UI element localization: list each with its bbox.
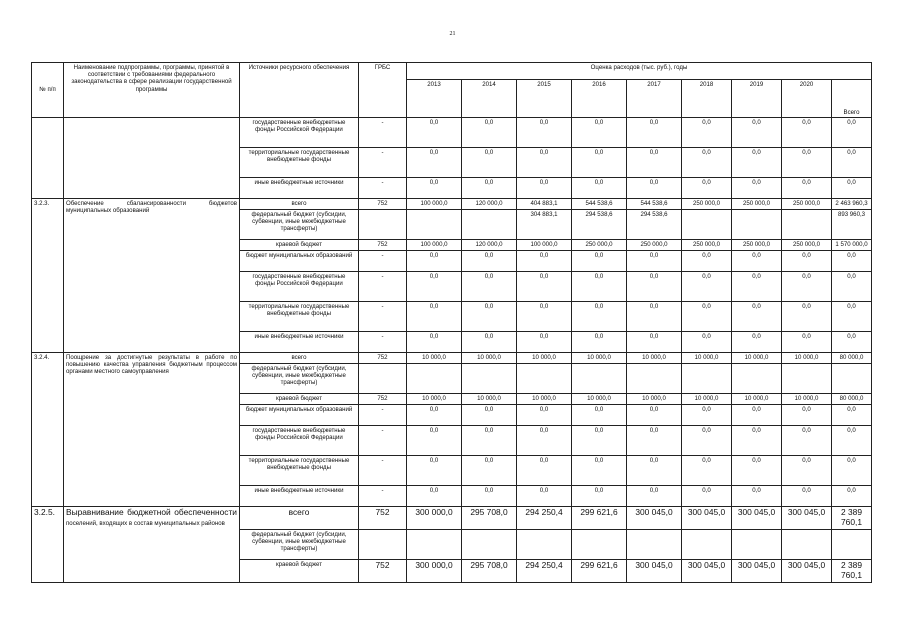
- source-cell: территориальные государственные внебюджетные фонды: [240, 456, 359, 486]
- value-cell: 10 000,0: [627, 353, 682, 364]
- value-cell: 2 389 760,1: [832, 559, 872, 582]
- value-cell: 544 538,6: [627, 199, 682, 210]
- value-cell: 300 045,0: [627, 559, 682, 582]
- value-cell: 300 045,0: [732, 559, 782, 582]
- header-year: 2017: [627, 80, 682, 118]
- value-cell: 0,0: [627, 486, 682, 507]
- value-cell: 0,0: [682, 118, 732, 148]
- value-cell: [462, 210, 517, 240]
- value-cell: 0,0: [627, 302, 682, 332]
- table-row: [32, 507, 872, 530]
- value-cell: 0,0: [627, 332, 682, 353]
- value-cell: 0,0: [682, 456, 732, 486]
- grbs-cell: [359, 364, 407, 394]
- value-cell: 10 000,0: [732, 394, 782, 405]
- value-cell: 0,0: [517, 456, 572, 486]
- value-cell: 0,0: [627, 118, 682, 148]
- grbs-cell: [359, 529, 407, 559]
- value-cell: 0,0: [462, 178, 517, 199]
- source-cell: территориальные государственные внебюджетные фонды: [240, 148, 359, 178]
- value-cell: [572, 529, 627, 559]
- value-cell: 10 000,0: [517, 394, 572, 405]
- value-cell: 250 000,0: [682, 240, 732, 251]
- source-cell: федеральный бюджет (субсидии, субвенции, иные межбюджетные трансферты): [240, 529, 359, 559]
- value-cell: 544 538,6: [572, 199, 627, 210]
- value-cell: 0,0: [782, 332, 832, 353]
- section-name-rest: поселений, входящих в состав муниципальных районов: [66, 519, 225, 527]
- value-cell: 10 000,0: [682, 394, 732, 405]
- value-cell: 294 250,4: [517, 507, 572, 530]
- value-cell: 0,0: [572, 118, 627, 148]
- continuation-num-cell: [32, 118, 64, 199]
- value-cell: 0,0: [572, 302, 627, 332]
- value-cell: [682, 529, 732, 559]
- value-cell: 250 000,0: [782, 240, 832, 251]
- value-cell: 0,0: [407, 486, 462, 507]
- value-cell: 0,0: [407, 118, 462, 148]
- source-cell: бюджет муниципальных образований: [240, 251, 359, 272]
- value-cell: 0,0: [572, 456, 627, 486]
- value-cell: 100 000,0: [517, 240, 572, 251]
- grbs-cell: -: [359, 302, 407, 332]
- value-cell: 295 708,0: [462, 559, 517, 582]
- grbs-cell: -: [359, 486, 407, 507]
- section-name: [64, 507, 240, 583]
- section-name-big: Выравнивание бюджетной обеспеченности: [66, 507, 237, 517]
- value-cell: [517, 364, 572, 394]
- value-cell: 1 570 000,0: [832, 240, 872, 251]
- value-cell: 0,0: [517, 486, 572, 507]
- value-cell: 80 000,0: [832, 353, 872, 364]
- grbs-cell: 752: [359, 507, 407, 530]
- value-cell: 300 045,0: [627, 507, 682, 530]
- value-cell: 0,0: [832, 456, 872, 486]
- grbs-cell: 752: [359, 353, 407, 364]
- grbs-cell: 752: [359, 240, 407, 251]
- value-cell: 300 045,0: [682, 507, 732, 530]
- grbs-cell: -: [359, 405, 407, 426]
- value-cell: 0,0: [682, 426, 732, 456]
- value-cell: 0,0: [462, 456, 517, 486]
- budget-table: [31, 62, 872, 583]
- value-cell: [627, 529, 682, 559]
- header-num: № п/п: [32, 63, 64, 118]
- value-cell: 10 000,0: [407, 394, 462, 405]
- value-cell: 10 000,0: [462, 394, 517, 405]
- value-cell: 299 621,6: [572, 507, 627, 530]
- value-cell: [517, 529, 572, 559]
- value-cell: 0,0: [627, 148, 682, 178]
- value-cell: 0,0: [682, 405, 732, 426]
- source-cell: краевой бюджет: [240, 559, 359, 582]
- source-cell: территориальные государственные внебюджетные фонды: [240, 302, 359, 332]
- value-cell: 0,0: [462, 118, 517, 148]
- value-cell: 250 000,0: [732, 240, 782, 251]
- value-cell: 0,0: [572, 251, 627, 272]
- value-cell: [732, 364, 782, 394]
- value-cell: 0,0: [462, 272, 517, 302]
- grbs-cell: -: [359, 118, 407, 148]
- header-year: 2019: [732, 80, 782, 118]
- value-cell: 0,0: [462, 405, 517, 426]
- value-cell: [407, 364, 462, 394]
- value-cell: 0,0: [782, 118, 832, 148]
- value-cell: 404 883,1: [517, 199, 572, 210]
- value-cell: [462, 364, 517, 394]
- header-year: 2013: [407, 80, 462, 118]
- source-cell: федеральный бюджет (субсидии, субвенции, иные межбюджетные трансферты): [240, 210, 359, 240]
- value-cell: 2 389 760,1: [832, 507, 872, 530]
- value-cell: 0,0: [407, 426, 462, 456]
- value-cell: 0,0: [407, 251, 462, 272]
- value-cell: 0,0: [627, 178, 682, 199]
- value-cell: 893 960,3: [832, 210, 872, 240]
- grbs-cell: [359, 210, 407, 240]
- value-cell: 0,0: [782, 148, 832, 178]
- value-cell: 0,0: [682, 178, 732, 199]
- value-cell: 0,0: [407, 405, 462, 426]
- source-cell: иные внебюджетные источники: [240, 332, 359, 353]
- header-source: Источники ресурсного обеспечения: [240, 63, 359, 118]
- value-cell: 0,0: [782, 272, 832, 302]
- value-cell: 0,0: [832, 486, 872, 507]
- value-cell: 0,0: [517, 332, 572, 353]
- value-cell: 100 000,0: [407, 199, 462, 210]
- value-cell: 0,0: [572, 405, 627, 426]
- value-cell: 0,0: [462, 486, 517, 507]
- grbs-cell: -: [359, 148, 407, 178]
- value-cell: 0,0: [782, 251, 832, 272]
- value-cell: 0,0: [627, 405, 682, 426]
- section-code: 3.2.4.: [32, 353, 64, 507]
- value-cell: 0,0: [517, 426, 572, 456]
- value-cell: 0,0: [732, 272, 782, 302]
- value-cell: 0,0: [572, 178, 627, 199]
- value-cell: [407, 529, 462, 559]
- table-row: [32, 118, 872, 148]
- value-cell: 0,0: [732, 148, 782, 178]
- source-cell: иные внебюджетные источники: [240, 178, 359, 199]
- value-cell: 10 000,0: [572, 394, 627, 405]
- value-cell: 0,0: [517, 272, 572, 302]
- value-cell: 0,0: [682, 302, 732, 332]
- value-cell: 0,0: [832, 272, 872, 302]
- grbs-cell: 752: [359, 559, 407, 582]
- value-cell: 0,0: [572, 272, 627, 302]
- table-row: [32, 353, 872, 364]
- header-year: 2016: [572, 80, 627, 118]
- value-cell: 0,0: [517, 405, 572, 426]
- value-cell: 0,0: [732, 302, 782, 332]
- value-cell: 0,0: [832, 148, 872, 178]
- source-cell: государственные внебюджетные фонды Российской Федерации: [240, 272, 359, 302]
- value-cell: 0,0: [732, 405, 782, 426]
- continuation-name-cell: [64, 118, 240, 199]
- header-year: 2020: [782, 80, 832, 118]
- header-year: 2014: [462, 80, 517, 118]
- value-cell: 300 045,0: [782, 559, 832, 582]
- value-cell: [782, 210, 832, 240]
- value-cell: 0,0: [517, 148, 572, 178]
- value-cell: 0,0: [572, 426, 627, 456]
- value-cell: [627, 364, 682, 394]
- value-cell: 120 000,0: [462, 240, 517, 251]
- value-cell: [782, 364, 832, 394]
- value-cell: 250 000,0: [782, 199, 832, 210]
- header-name: Наименование подпрограммы, программы, принятой в соответствии с требованиями федерального законодательства в сфере реализации государственной программы: [64, 63, 240, 118]
- value-cell: 0,0: [407, 148, 462, 178]
- grbs-cell: -: [359, 178, 407, 199]
- value-cell: 10 000,0: [462, 353, 517, 364]
- value-cell: 0,0: [782, 302, 832, 332]
- value-cell: 304 883,1: [517, 210, 572, 240]
- header-total: Всего: [832, 80, 872, 118]
- grbs-cell: -: [359, 272, 407, 302]
- value-cell: 299 621,6: [572, 559, 627, 582]
- value-cell: 0,0: [832, 118, 872, 148]
- value-cell: 300 045,0: [782, 507, 832, 530]
- value-cell: 0,0: [732, 251, 782, 272]
- value-cell: 294 538,6: [627, 210, 682, 240]
- value-cell: 0,0: [732, 486, 782, 507]
- section-name: Поощрение за достигнутые результаты в работе по повышению качества управления бюджетным процессом органами местного самоуправления: [64, 353, 240, 507]
- value-cell: 0,0: [407, 456, 462, 486]
- value-cell: 0,0: [832, 426, 872, 456]
- value-cell: 10 000,0: [407, 353, 462, 364]
- value-cell: 250 000,0: [572, 240, 627, 251]
- value-cell: 0,0: [682, 332, 732, 353]
- value-cell: 0,0: [732, 426, 782, 456]
- value-cell: 0,0: [407, 272, 462, 302]
- header-year: 2015: [517, 80, 572, 118]
- value-cell: 0,0: [462, 251, 517, 272]
- value-cell: 10 000,0: [572, 353, 627, 364]
- value-cell: 294 538,6: [572, 210, 627, 240]
- value-cell: 0,0: [682, 148, 732, 178]
- grbs-cell: -: [359, 332, 407, 353]
- value-cell: 0,0: [732, 332, 782, 353]
- value-cell: 10 000,0: [517, 353, 572, 364]
- source-cell: краевой бюджет: [240, 240, 359, 251]
- value-cell: 0,0: [627, 272, 682, 302]
- value-cell: 0,0: [462, 302, 517, 332]
- value-cell: 0,0: [407, 332, 462, 353]
- value-cell: 0,0: [782, 405, 832, 426]
- value-cell: 0,0: [682, 251, 732, 272]
- value-cell: 0,0: [782, 178, 832, 199]
- value-cell: 250 000,0: [732, 199, 782, 210]
- value-cell: 10 000,0: [682, 353, 732, 364]
- value-cell: [832, 529, 872, 559]
- value-cell: 0,0: [407, 178, 462, 199]
- value-cell: 0,0: [627, 251, 682, 272]
- value-cell: 300 045,0: [682, 559, 732, 582]
- value-cell: 0,0: [572, 148, 627, 178]
- value-cell: 10 000,0: [627, 394, 682, 405]
- value-cell: 0,0: [517, 178, 572, 199]
- source-cell: всего: [240, 507, 359, 530]
- source-cell: краевой бюджет: [240, 394, 359, 405]
- value-cell: 100 000,0: [407, 240, 462, 251]
- value-cell: 0,0: [572, 332, 627, 353]
- value-cell: [832, 364, 872, 394]
- value-cell: 250 000,0: [682, 199, 732, 210]
- value-cell: [732, 210, 782, 240]
- value-cell: 0,0: [732, 118, 782, 148]
- header-estimate: Оценка расходов (тыс. руб.), годы: [407, 63, 872, 80]
- grbs-cell: -: [359, 456, 407, 486]
- value-cell: 0,0: [462, 332, 517, 353]
- value-cell: [782, 529, 832, 559]
- value-cell: 300 045,0: [732, 507, 782, 530]
- value-cell: 0,0: [782, 426, 832, 456]
- source-cell: всего: [240, 199, 359, 210]
- source-cell: бюджет муниципальных образований: [240, 405, 359, 426]
- value-cell: 0,0: [782, 486, 832, 507]
- header-grbs: ГРБС: [359, 63, 407, 118]
- value-cell: 250 000,0: [627, 240, 682, 251]
- value-cell: 0,0: [517, 302, 572, 332]
- value-cell: [682, 210, 732, 240]
- value-cell: 0,0: [832, 178, 872, 199]
- value-cell: [732, 529, 782, 559]
- value-cell: 0,0: [682, 272, 732, 302]
- grbs-cell: 752: [359, 199, 407, 210]
- grbs-cell: -: [359, 251, 407, 272]
- grbs-cell: 752: [359, 394, 407, 405]
- value-cell: 0,0: [832, 251, 872, 272]
- value-cell: 80 000,0: [832, 394, 872, 405]
- value-cell: 2 463 960,3: [832, 199, 872, 210]
- value-cell: 294 250,4: [517, 559, 572, 582]
- value-cell: 0,0: [782, 456, 832, 486]
- source-cell: всего: [240, 353, 359, 364]
- value-cell: 0,0: [517, 118, 572, 148]
- value-cell: 0,0: [732, 456, 782, 486]
- value-cell: 0,0: [832, 405, 872, 426]
- value-cell: 0,0: [517, 251, 572, 272]
- header-year: 2018: [682, 80, 732, 118]
- value-cell: 0,0: [627, 456, 682, 486]
- section-name: Обеспечение сбалансированности бюджетов муниципальных образований: [64, 199, 240, 353]
- source-cell: федеральный бюджет (субсидии, субвенции, иные межбюджетные трансферты): [240, 364, 359, 394]
- value-cell: 300 000,0: [407, 559, 462, 582]
- table-row: [32, 199, 872, 210]
- value-cell: 10 000,0: [782, 353, 832, 364]
- section-code: 3.2.5.: [32, 507, 64, 583]
- value-cell: 120 000,0: [462, 199, 517, 210]
- value-cell: 10 000,0: [782, 394, 832, 405]
- value-cell: 0,0: [407, 302, 462, 332]
- value-cell: 0,0: [832, 332, 872, 353]
- value-cell: 0,0: [682, 486, 732, 507]
- value-cell: 0,0: [627, 426, 682, 456]
- page-number: 21: [449, 31, 456, 37]
- value-cell: 0,0: [462, 148, 517, 178]
- value-cell: 0,0: [462, 426, 517, 456]
- value-cell: 295 708,0: [462, 507, 517, 530]
- value-cell: [462, 529, 517, 559]
- value-cell: 10 000,0: [732, 353, 782, 364]
- value-cell: 0,0: [732, 178, 782, 199]
- value-cell: 300 000,0: [407, 507, 462, 530]
- value-cell: [572, 364, 627, 394]
- value-cell: 0,0: [572, 486, 627, 507]
- source-cell: иные внебюджетные источники: [240, 486, 359, 507]
- value-cell: 0,0: [832, 302, 872, 332]
- source-cell: государственные внебюджетные фонды Российской Федерации: [240, 118, 359, 148]
- value-cell: [407, 210, 462, 240]
- grbs-cell: -: [359, 426, 407, 456]
- source-cell: государственные внебюджетные фонды Российской Федерации: [240, 426, 359, 456]
- value-cell: [682, 364, 732, 394]
- section-code: 3.2.3.: [32, 199, 64, 353]
